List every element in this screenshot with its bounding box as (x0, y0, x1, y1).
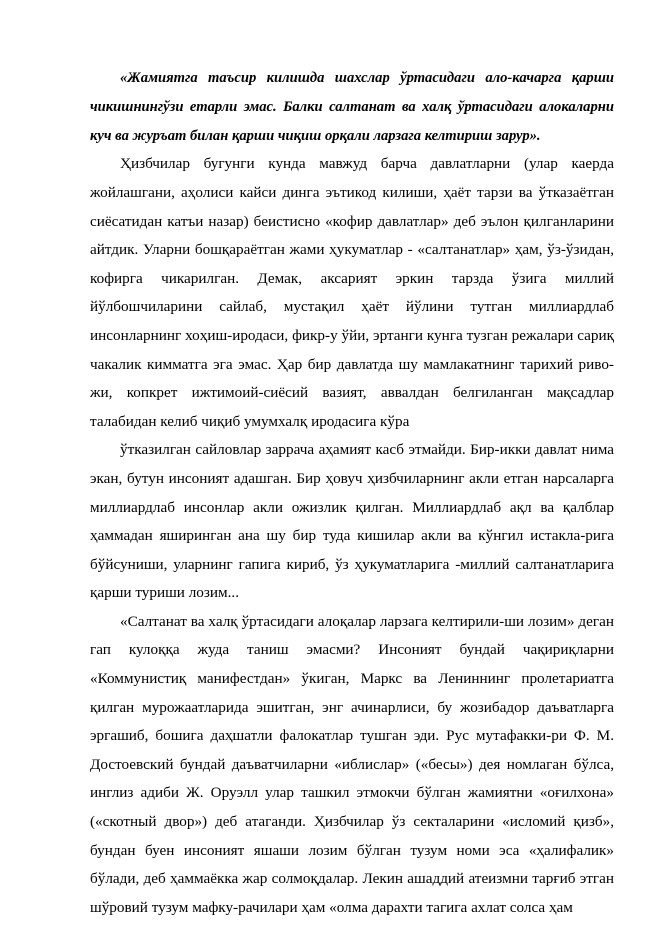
quote-paragraph (90, 64, 614, 150)
body-paragraph-3: «Салтанат ва халқ ўртасидаги алоқалар ларзага келтирили-ши лозим» деган гап кулоққа жуда таниш эмасми? Инсоният бундай чақириқларни «Коммунистиқ манифестдан» ўкиган, Маркс ва Лениннинг пролетариатга қилган мурожаатларида эшитган, энг ачинарлиси, бу жозибадор даъватларга эргашиб, бошига даҳшатли фалокатлар тушган эди. Рус мутафакки-ри Ф. М. Достоевский бундай даъватчиларни «иблислар» («бесы») дея номлаган бўлса, инглиз адиби Ж. Оруэлл улар ташкил этмокчи бўлган жамиятни «оғилхона» («скотный двор») деб атаганди. Ҳизбчилар ўз секталарини «исломий қизб», бундан буен инсоният яшаши лозим бўлган тузум номи эса «ҳалифалик» бўлади, деб ҳаммаёкка жар солмоқдалар. Лекин ашаддий атеизмни тарғиб этган шўровий тузум мафку-рачилари ҳам «олма дарахти тагига ахлат солса ҳам (90, 612, 614, 916)
body-paragraph-2: ўтказилган сайловлар заррача аҳамият касб этмайди. Бир-икки давлат нима экан, бутун инсоният адашган. Бир ҳовуч ҳизбчиларнинг акли етган нарсаларга миллиардлаб инсонлар акли ожизлик қилган. Миллиардлаб ақл ва қалблар ҳаммадан яширинган ана шу бир туда кишилар акли ва кўнгил истакла-рига бўйсуниши, уларнинг гапига кириб, ўз ҳукуматларига -миллий салтанатларига қарши туриши лозим... (90, 441, 614, 602)
body-paragraph-1: Ҳизбчилар бугунги кунда мавжуд барча давлатларни (улар каерда жойлашгани, аҳолиси кайси динга эътикод килиши, ҳаёт тарзи ва ўтказаётган сиёсатидан катъи назар) беистисно «кофир давлатлар» деб эълон қилганларини айтдик. Уларни бошқараётган жами ҳукуматлар - «салтанатлар» ҳам, ўз-ўзидан, кофирга чикарилган. Демак, аксарият эркин тарзда ўзига миллий йўлбошчиларини сайлаб, мустақил ҳаёт йўлини тутган миллиардлаб инсонларнинг хоҳиш-иродаси, фикр-у ўйи, эртанги кунга тузган режалари сариқ чакалик кимматга эга эмас. Ҳар бир давлатда шу мамлакатнинг тарихий риво-жи, копкрет ижтимоий-сиёсий вазият, аввалдан белгиланган мақсадлар талабидан келиб чиқиб умумхалқ иродасига кўра (90, 155, 614, 430)
document-page (90, 64, 614, 922)
quote-text: «Жамиятга таъсир килишда шахслар ўртасидаги ало-качарга қарши чикишнингўзи етарли эмас. Балки салтанат ва халқ ўртасидаги алокаларни куч ва журъат билан қарши чиқиш орқали ларзага келтириш зарур». (90, 70, 614, 144)
